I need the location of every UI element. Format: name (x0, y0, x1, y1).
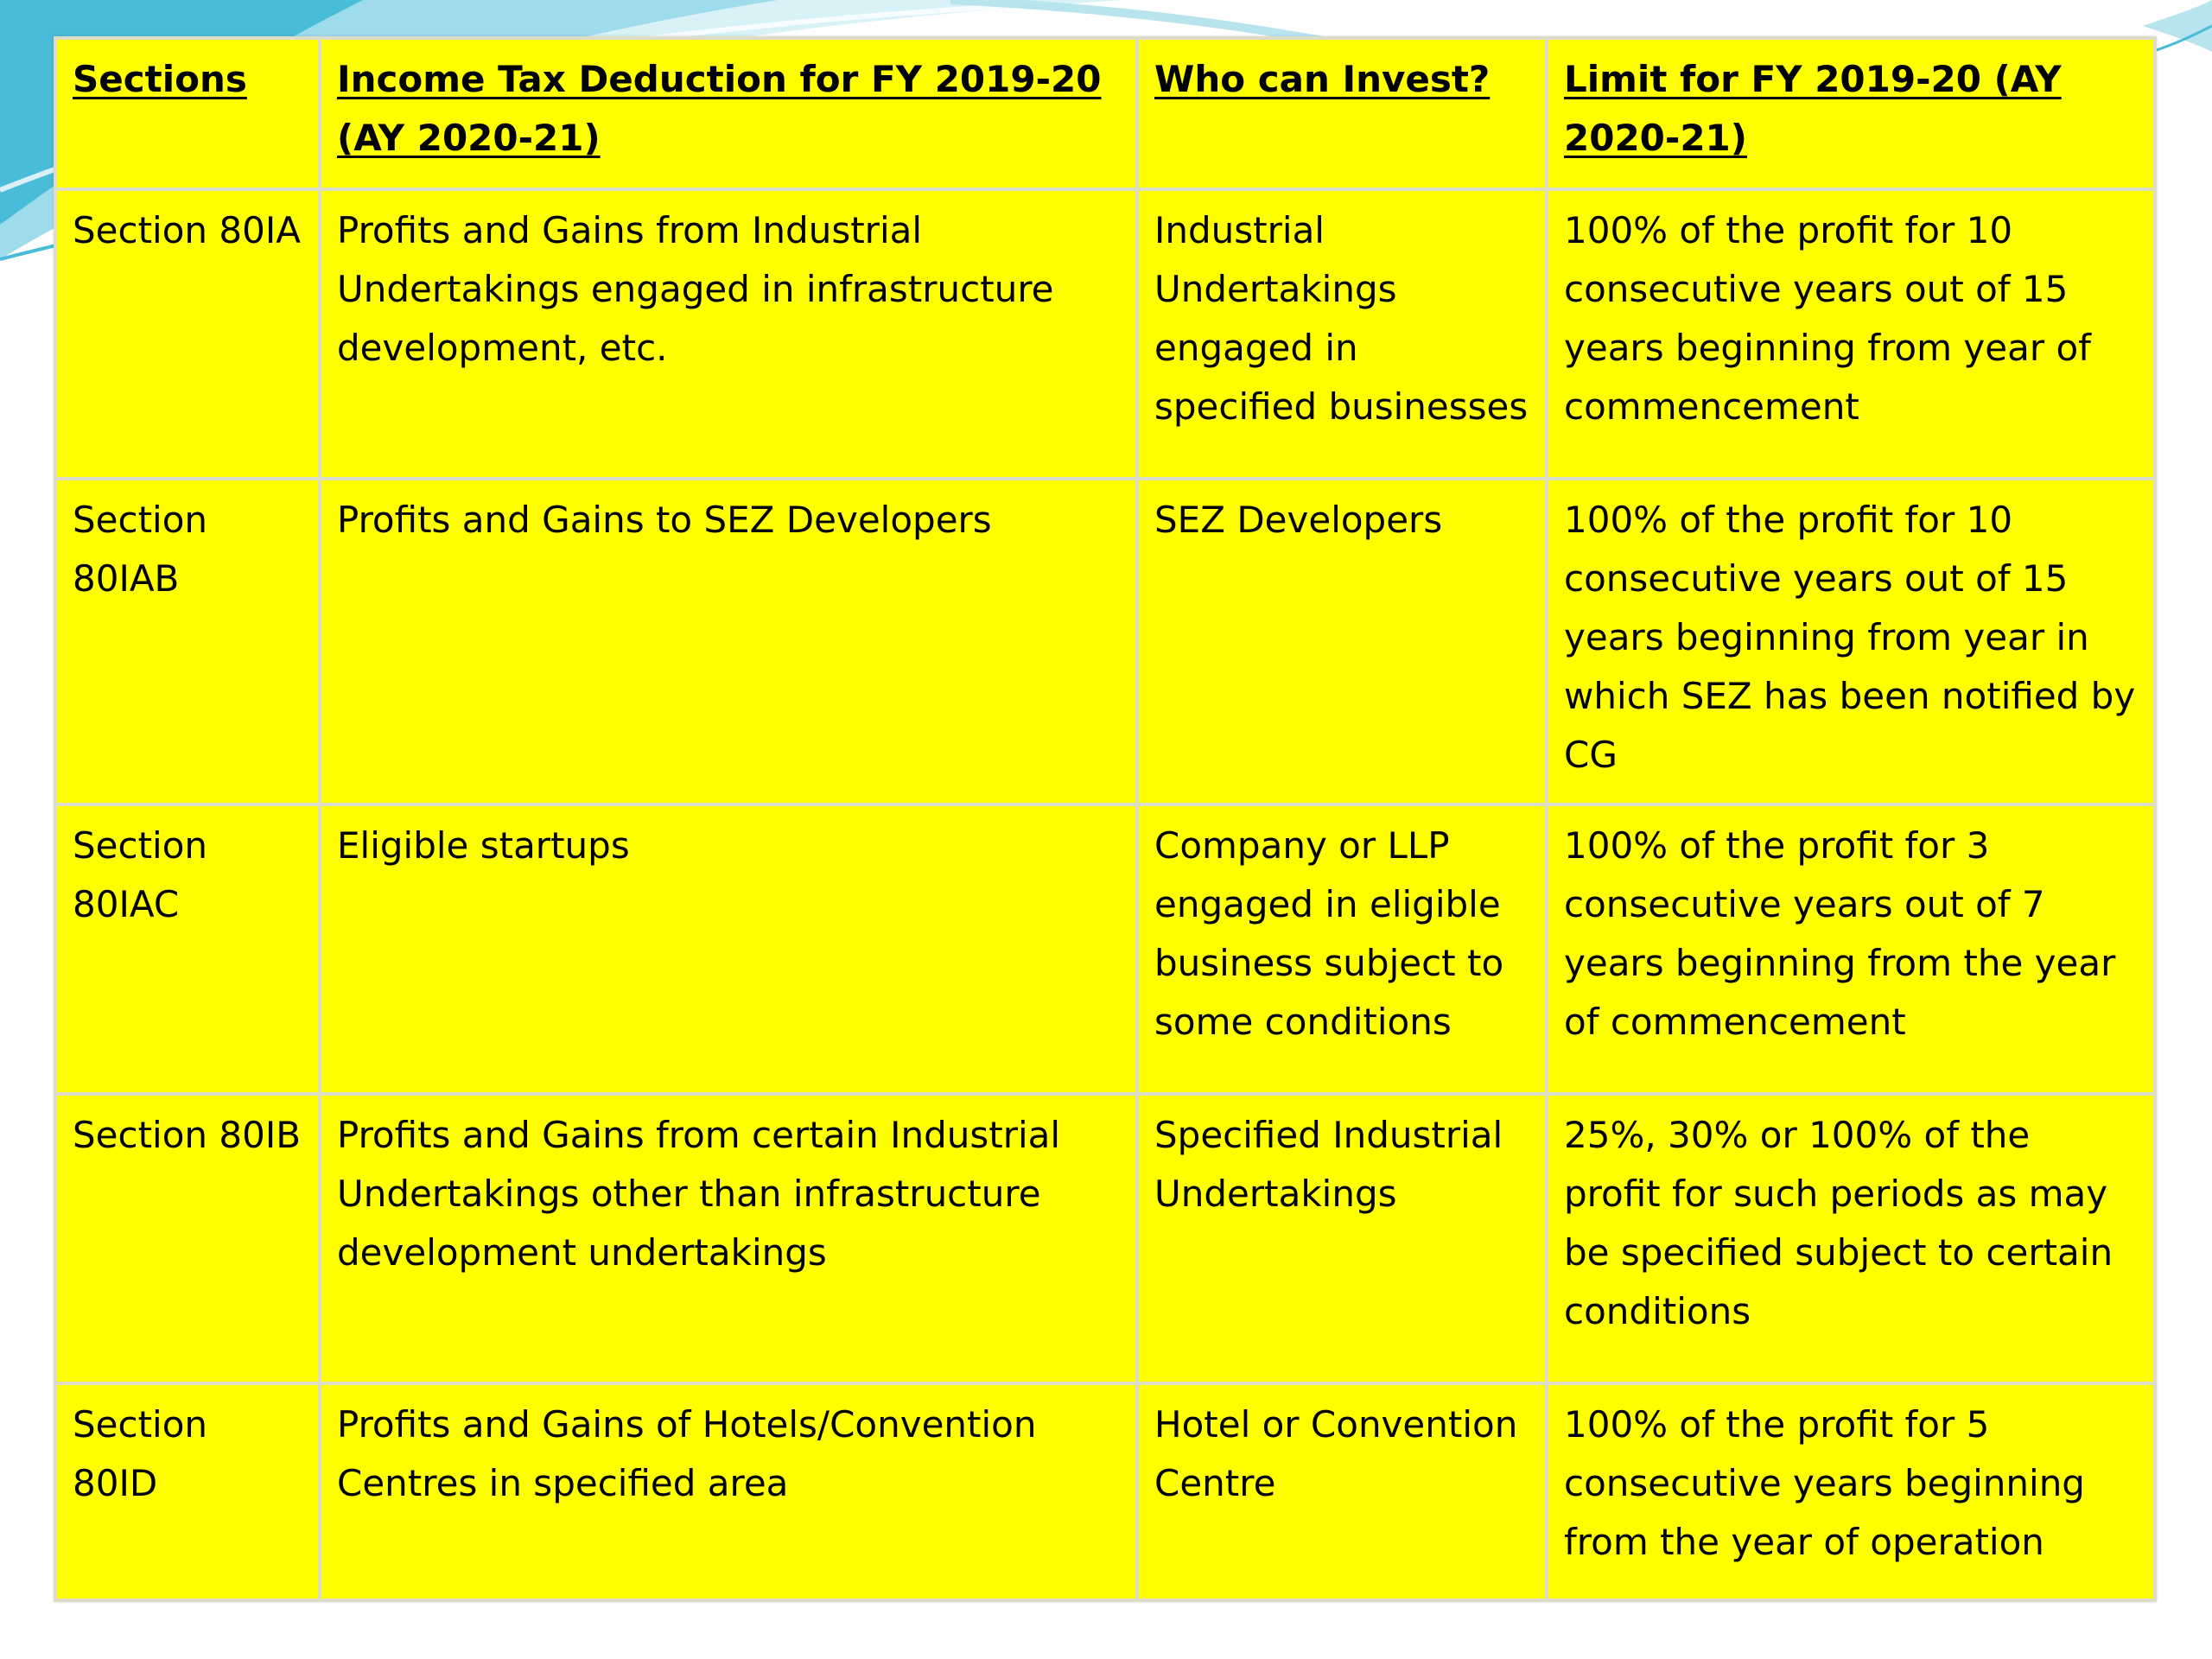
cell-limit: 25%, 30% or 100% of the profit for such periods as may be specified subject to certain conditions (1548, 1096, 2153, 1382)
header-income-tax-deduction: Income Tax Deduction for FY 2019-20 (AY 2020-21) (321, 40, 1135, 188)
cell-who-can-invest: SEZ Developers (1139, 480, 1545, 803)
cell-who-can-invest: Specified Industrial Undertakings (1139, 1096, 1545, 1382)
header-who-can-invest: Who can Invest? (1139, 40, 1545, 188)
table-row (57, 806, 2153, 1092)
cell-deduction: Profits and Gains of Hotels/Convention Centres in specified area (321, 1385, 1135, 1599)
cell-section: Section 80IAC (57, 806, 318, 1092)
cell-deduction: Eligible startups (321, 806, 1135, 1092)
cell-deduction: Profits and Gains to SEZ Developers (321, 480, 1135, 803)
table-row (57, 480, 2153, 803)
cell-deduction: Profits and Gains from certain Industrial Undertakings other than infrastructure development undertakings (321, 1096, 1135, 1382)
cell-who-can-invest: Industrial Undertakings engaged in specified businesses (1139, 191, 1545, 477)
cell-section: Section 80IA (57, 191, 318, 477)
table-row (57, 1096, 2153, 1382)
table-header-row (57, 40, 2153, 188)
deductions-table (54, 36, 2157, 1602)
header-limit: Limit for FY 2019-20 (AY 2020-21) (1548, 40, 2153, 188)
cell-limit: 100% of the profit for 3 consecutive years out of 7 years beginning from the year of commencement (1548, 806, 2153, 1092)
cell-who-can-invest: Company or LLP engaged in eligible business subject to some conditions (1139, 806, 1545, 1092)
cell-limit: 100% of the profit for 10 consecutive years out of 15 years beginning from year of commencement (1548, 191, 2153, 477)
cell-who-can-invest: Hotel or Convention Centre (1139, 1385, 1545, 1599)
table-row (57, 1385, 2153, 1599)
table-row (57, 191, 2153, 477)
cell-section: Section 80ID (57, 1385, 318, 1599)
cell-limit: 100% of the profit for 5 consecutive years beginning from the year of operation (1548, 1385, 2153, 1599)
header-sections: Sections (57, 40, 318, 188)
cell-section: Section 80IAB (57, 480, 318, 803)
cell-deduction: Profits and Gains from Industrial Undertakings engaged in infrastructure development, etc. (321, 191, 1135, 477)
cell-limit: 100% of the profit for 10 consecutive years out of 15 years beginning from year in which SEZ has been notified by CG (1548, 480, 2153, 803)
deductions-table-container (54, 36, 2157, 1602)
cell-section: Section 80IB (57, 1096, 318, 1382)
